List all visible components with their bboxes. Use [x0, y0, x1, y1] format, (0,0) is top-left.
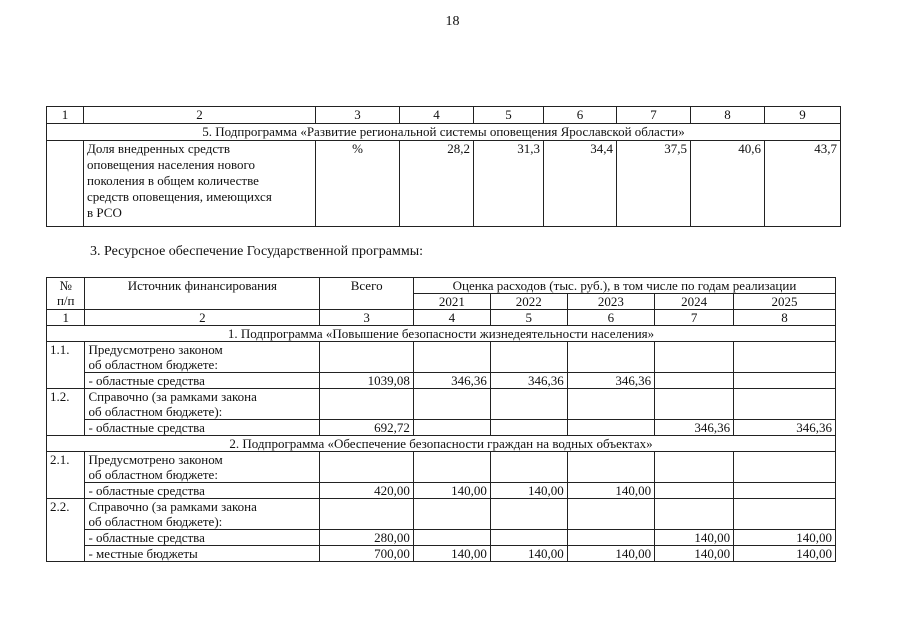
indicator-name-line: в РСО: [87, 205, 122, 220]
funding-row: [47, 420, 836, 436]
funding-year-value: [413, 420, 490, 436]
funding-item: [47, 342, 836, 373]
funding-year-value: 140,00: [413, 483, 490, 499]
row-number: [47, 141, 84, 227]
colnum: 5: [474, 107, 544, 124]
section-heading: 3. Ресурсное обеспечение Государственной программы:: [90, 244, 424, 259]
funding-year-value: 140,00: [490, 483, 567, 499]
item-label: [85, 389, 320, 420]
item-number: 1.1.: [47, 342, 85, 389]
funding-year-value: 346,36: [490, 373, 567, 389]
colnum: 8: [691, 107, 765, 124]
funding-total: 1039,08: [320, 373, 414, 389]
colnum: 1: [47, 310, 85, 326]
indicator-table-colnums: [47, 107, 841, 124]
item-label-line: Предусмотрено законом: [88, 342, 223, 357]
colnum: 5: [490, 310, 567, 326]
empty-cell: [490, 499, 567, 530]
funding-year-value: [567, 530, 654, 546]
funding-year-value: 346,36: [655, 420, 734, 436]
funding-year-value: 140,00: [413, 546, 490, 562]
funding-year-value: 140,00: [490, 546, 567, 562]
header-total: Всего: [320, 278, 414, 310]
funding-source: - областные средства: [85, 483, 320, 499]
funding-year-value: [734, 483, 836, 499]
funding-year-value: 140,00: [734, 530, 836, 546]
empty-cell: [734, 389, 836, 420]
value: 37,5: [617, 141, 691, 227]
funding-source: - областные средства: [85, 373, 320, 389]
funding-year-value: 140,00: [655, 546, 734, 562]
colnum: 2: [84, 107, 316, 124]
indicator-name: [84, 141, 316, 227]
empty-cell: [490, 389, 567, 420]
indicator-name-line: средств оповещения, имеющихся: [87, 189, 272, 204]
funding-source: - областные средства: [85, 530, 320, 546]
funding-year-value: [734, 373, 836, 389]
empty-cell: [734, 342, 836, 373]
funding-year-value: [655, 373, 734, 389]
empty-cell: [320, 452, 414, 483]
funding-total: 700,00: [320, 546, 414, 562]
value: 31,3: [474, 141, 544, 227]
item-label-line: об областном бюджете:: [88, 467, 218, 482]
empty-cell: [320, 389, 414, 420]
header-num-line: №: [59, 278, 72, 293]
header-year: 2021: [413, 294, 490, 310]
header-num: [47, 278, 85, 310]
funding-total: 420,00: [320, 483, 414, 499]
empty-cell: [567, 452, 654, 483]
funding-year-value: [490, 530, 567, 546]
indicator-table: [46, 106, 841, 227]
colnum: 3: [320, 310, 414, 326]
item-number: 1.2.: [47, 389, 85, 436]
empty-cell: [490, 342, 567, 373]
funding-year-value: 140,00: [567, 546, 654, 562]
value: 43,7: [765, 141, 841, 227]
header-year: 2022: [490, 294, 567, 310]
funding-year-value: 140,00: [655, 530, 734, 546]
value: 34,4: [544, 141, 617, 227]
colnum: 9: [765, 107, 841, 124]
empty-cell: [320, 342, 414, 373]
empty-cell: [567, 389, 654, 420]
funding-item: [47, 452, 836, 483]
indicator-name-line: оповещения населения нового: [87, 157, 256, 172]
item-label: [85, 342, 320, 373]
item-label-line: Справочно (за рамками закона: [88, 389, 257, 404]
value: 40,6: [691, 141, 765, 227]
item-label-line: об областном бюджете):: [88, 404, 223, 419]
subprogram-title: 2. Подпрограмма «Обеспечение безопасности граждан на водных объектах»: [47, 436, 836, 452]
colnum: 4: [413, 310, 490, 326]
item-label-line: об областном бюджете:: [88, 357, 218, 372]
empty-cell: [655, 452, 734, 483]
empty-cell: [490, 452, 567, 483]
empty-cell: [413, 499, 490, 530]
colnum: 2: [85, 310, 320, 326]
funding-year-value: 140,00: [567, 483, 654, 499]
empty-cell: [655, 389, 734, 420]
empty-cell: [413, 342, 490, 373]
funding-year-value: 346,36: [734, 420, 836, 436]
colnum: 1: [47, 107, 84, 124]
colnum: 8: [734, 310, 836, 326]
item-label-line: Предусмотрено законом: [88, 452, 223, 467]
funding-row: [47, 546, 836, 562]
item-label-line: Справочно (за рамками закона: [88, 499, 257, 514]
funding-total: 692,72: [320, 420, 414, 436]
header-year: 2024: [655, 294, 734, 310]
empty-cell: [734, 452, 836, 483]
empty-cell: [413, 389, 490, 420]
colnum: 7: [655, 310, 734, 326]
empty-cell: [567, 499, 654, 530]
colnum: 6: [544, 107, 617, 124]
indicator-name-line: Доля внедренных средств: [87, 141, 230, 156]
empty-cell: [655, 342, 734, 373]
empty-cell: [734, 499, 836, 530]
funding-source: - областные средства: [85, 420, 320, 436]
funding-year-value: [490, 420, 567, 436]
funding-row: [47, 530, 836, 546]
empty-cell: [567, 342, 654, 373]
item-label: [85, 499, 320, 530]
empty-cell: [655, 499, 734, 530]
item-label: [85, 452, 320, 483]
colnum: 4: [400, 107, 474, 124]
item-label-line: об областном бюджете):: [88, 514, 223, 529]
funding-year-value: [567, 420, 654, 436]
funding-row: [47, 373, 836, 389]
colnum: 6: [567, 310, 654, 326]
empty-cell: [413, 452, 490, 483]
funding-total: 280,00: [320, 530, 414, 546]
header-year: 2025: [734, 294, 836, 310]
unit: %: [316, 141, 400, 227]
page-number: 18: [445, 14, 460, 29]
header-source: Источник финансирования: [85, 278, 320, 310]
funding-year-value: [413, 530, 490, 546]
empty-cell: [320, 499, 414, 530]
funding-item: [47, 389, 836, 420]
funding-item: [47, 499, 836, 530]
indicator-row: [47, 141, 841, 227]
funding-year-value: 346,36: [413, 373, 490, 389]
header-estimate: Оценка расходов (тыс. руб.), в том числе по годам реализации: [413, 278, 835, 294]
funding-year-value: 346,36: [567, 373, 654, 389]
funding-source: - местные бюджеты: [85, 546, 320, 562]
indicator-name-line: поколения в общем количестве: [87, 173, 259, 188]
subprogram-title: 1. Подпрограмма «Повышение безопасности жизнедеятельности населения»: [47, 326, 836, 342]
item-number: 2.1.: [47, 452, 85, 499]
section-title: 5. Подпрограмма «Развитие региональной системы оповещения Ярославской области»: [47, 124, 841, 141]
funding-row: [47, 483, 836, 499]
funding-year-value: 140,00: [734, 546, 836, 562]
funding-table: [46, 277, 836, 562]
item-number: 2.2.: [47, 499, 85, 562]
header-num-line: п/п: [56, 293, 75, 308]
funding-year-value: [655, 483, 734, 499]
value: 28,2: [400, 141, 474, 227]
header-year: 2023: [567, 294, 654, 310]
colnum: 7: [617, 107, 691, 124]
colnum: 3: [316, 107, 400, 124]
